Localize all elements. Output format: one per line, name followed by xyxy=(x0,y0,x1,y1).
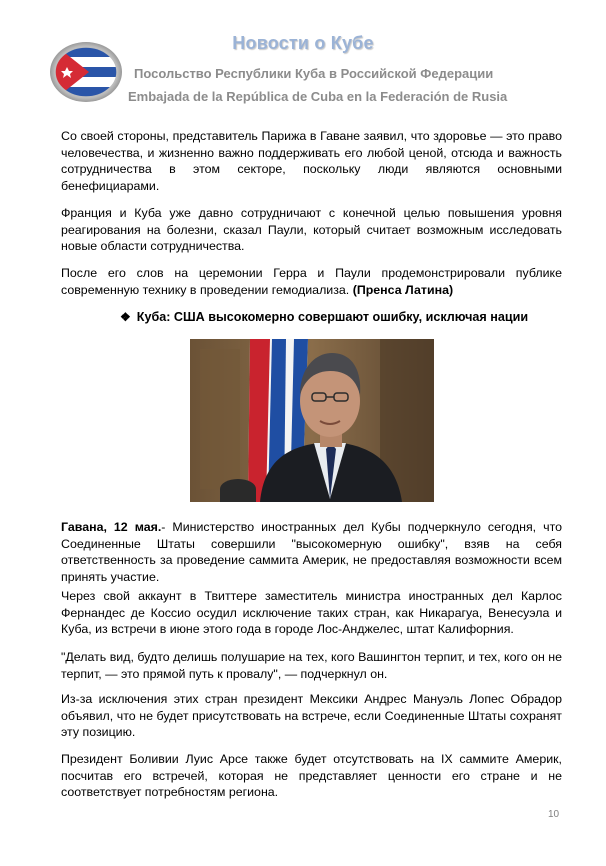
diamond-bullet-icon: ❖ xyxy=(120,310,131,324)
page-number: 10 xyxy=(548,809,560,820)
newsletter-title: Новости о Кубе xyxy=(232,33,374,53)
paragraph: Франция и Куба уже давно сотрудничают с конечной целью повышения уровня реагирования на болезни, сказал Паули, который считает возможным исследовать новые области сотрудничества. xyxy=(61,206,562,253)
paragraph: Со своей стороны, представитель Парижа в Гаване заявил, что здоровье — это право человечества, и жизненно важно поддерживать его любой ценой, отсюда и важность сотрудничества в этом секторе, поскольку люди являются основными бенефициарами. xyxy=(61,129,562,193)
news-source: (Пренса Латина) xyxy=(352,282,454,297)
headline-text: Куба: США высокомерно совершают ошибку, исключая нации xyxy=(136,310,529,324)
paragraph: Из-за исключения этих стран президент Мексики Андрес Мануэль Лопес Обрадор объявил, что не будет присутствовать на встрече, если Соединенные Штаты сохранят эту позицию. xyxy=(61,692,562,739)
page-header xyxy=(0,0,606,120)
embassy-name-spanish: Embajada de la República de Cuba en la Federación de Rusia xyxy=(128,89,508,104)
paragraph-text: После его слов на церемонии Герра и Паули продемонстрировали публике современную технику в проведении гемодиализа. xyxy=(61,266,562,297)
article-headline xyxy=(120,310,528,324)
paragraph xyxy=(61,265,562,298)
paragraph: "Делать вид, будто делишь полушарие на тех, кого Вашингтон терпит, и тех, кого он не терпит, — это прямой путь к провалу", — подчеркнул он. xyxy=(61,650,562,681)
paragraph xyxy=(61,519,562,585)
embassy-name-russian: Посольство Республики Куба в Российской Федерации xyxy=(134,66,494,81)
paragraph: Президент Боливии Луис Арсе также будет отсутствовать на IX саммите Америк, посчитав его встречей, которая не представляет ценности его стране и не соответствует потребностям региона. xyxy=(61,752,562,799)
dateline: Гавана, 12 мая. xyxy=(61,520,162,534)
paragraph-text: - Министерство иностранных дел Кубы подчеркнуло сегодня, что Соединенные Штаты совершили "высокомерную ошибку", взяв на себя ответственность за проведение саммита Америк, не предоставляя возможности всем принять участие. xyxy=(61,520,562,584)
paragraph: Через свой аккаунт в Твиттере заместитель министра иностранных дел Карлос Фернандес де Коссио осудил исключение таких стран, как Никарагуа, Венесуэла и Куба, из встречи в июне этого года в городе Лос-Анджелес, штат Калифорния. xyxy=(61,589,562,636)
article-photo xyxy=(190,339,434,502)
